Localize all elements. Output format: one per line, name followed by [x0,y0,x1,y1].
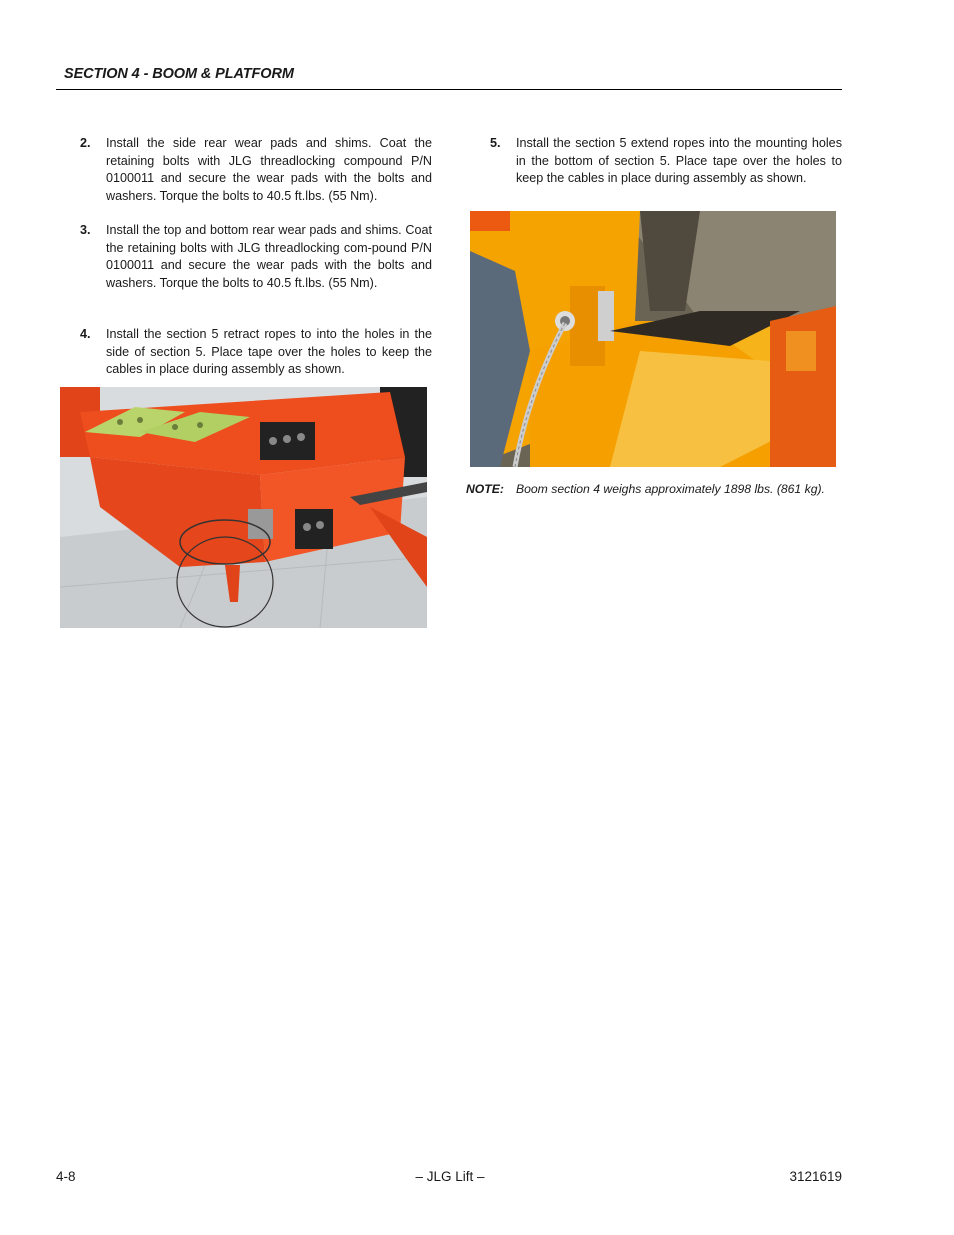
step-2 [80,135,432,207]
step-number: 2. [80,136,91,150]
step-number: 3. [80,223,91,237]
step-4 [80,326,432,382]
step-text: Install the top and bottom rear wear pads and shims. Coat the retaining bolts with JLG threadlocking com-pound P/N 0100011 and secure the wear pads with the bolts and washers. Torque the bolts to 40.5 ft.lbs. (55 Nm). [106,223,432,291]
note-text: Boom section 4 weighs approximately 1898 lbs. (861 kg). [516,482,825,496]
document-number: 3121619 [789,1169,842,1184]
footer-title: – JLG Lift – [415,1169,485,1184]
photo-section5-extend-ropes [470,211,836,467]
step-5 [490,135,842,207]
step-number: 4. [80,327,91,341]
step-text: Install the section 5 extend ropes into the mounting holes in the bottom of section 5. Place tape over the holes to keep the cables in place during assembly as shown. [516,136,842,186]
photo-section5-retract-ropes [60,387,427,628]
step-text: Install the section 5 retract ropes to into the holes in the side of section 5. Place tape over the holes to keep the cables in place during assembly as shown. [106,327,432,377]
step-text: Install the side rear wear pads and shims. Coat the retaining bolts with JLG threadlocking compound P/N 0100011 and secure the wear pads with the bolts and washers. Torque the bolts to 40.5 ft.lbs. (55 Nm). [106,136,432,204]
note-label: NOTE: [466,482,504,496]
step-3 [80,222,432,312]
page-number: 4-8 [56,1169,76,1184]
step-number: 5. [490,136,501,150]
section-header: SECTION 4 - BOOM & PLATFORM [64,66,294,82]
header-rule [56,89,842,90]
